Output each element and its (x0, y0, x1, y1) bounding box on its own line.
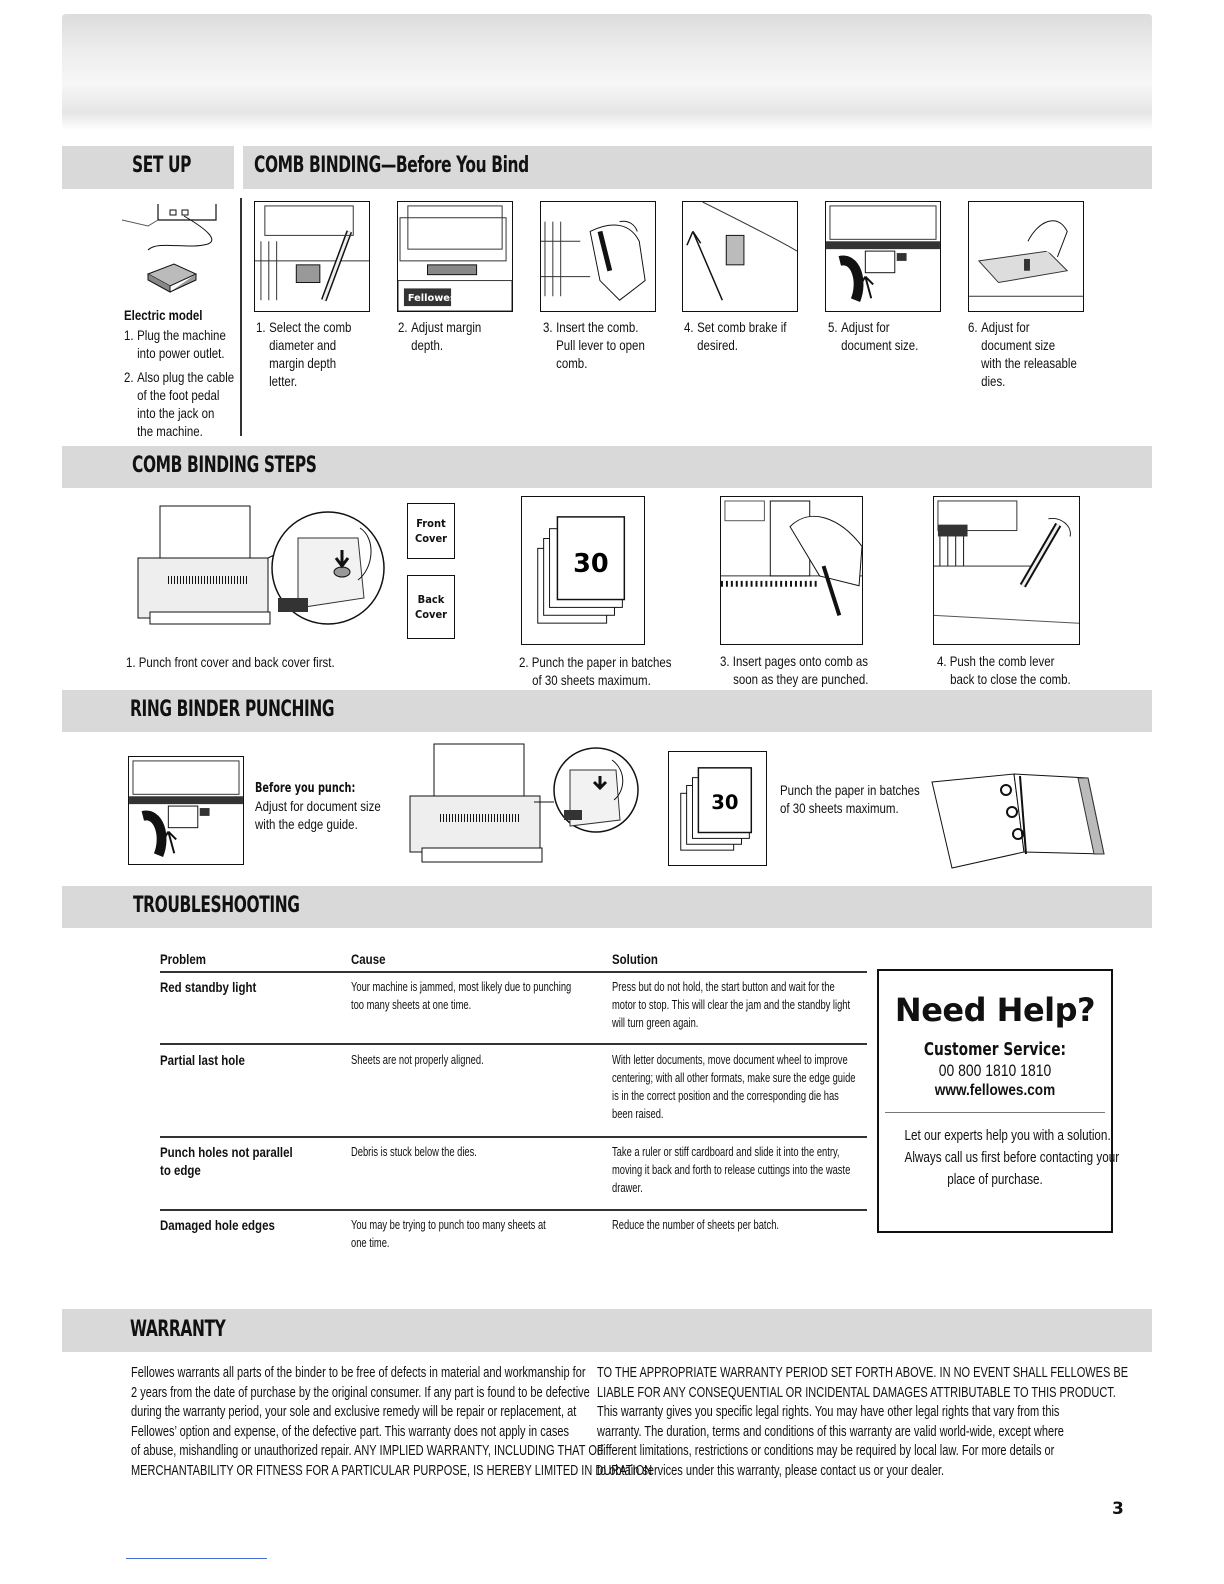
before-bind-step-2: 2. Adjust margin depth. (398, 319, 482, 353)
col-header-solution: Solution (612, 951, 658, 967)
table-row-solution: Reduce the number of sheets per batch. (612, 1217, 780, 1232)
warranty-band (62, 1309, 1152, 1352)
before-bind-figure-6 (968, 201, 1084, 312)
table-row-cause: Your machine is jammed, most likely due to punching too many sheets at one time. (351, 979, 572, 1012)
setup-title: SET UP (132, 153, 192, 178)
table-row-problem: Punch holes not parallel to edge (160, 1144, 293, 1178)
ring-batch-30-box (668, 751, 767, 866)
before-bind-step-3: 3. Insert the comb. Pull lever to open comb. (543, 319, 645, 371)
col-header-cause: Cause (351, 951, 386, 967)
setup-divider (240, 198, 242, 436)
foot-pedal-illustration (118, 200, 222, 304)
before-bind-figure-2 (397, 201, 513, 312)
setup-step-1: 1. Plug the machine into power outlet. (124, 327, 226, 361)
table-row-problem: Red standby light (160, 979, 257, 995)
table-row-cause: You may be trying to punch too many sheets at one time. (351, 1217, 546, 1250)
before-punch-text: Adjust for document size with the edge guide. (255, 798, 381, 832)
warranty-title: WARRANTY (130, 1317, 226, 1342)
ring-binder-document-illustration (928, 768, 1108, 872)
before-bind-step-4: 4. Set comb brake if desired. (684, 319, 787, 353)
binder-machine-illustration (128, 498, 390, 644)
table-rule (160, 1136, 867, 1138)
customer-service-phone: 00 800 1810 1810 (938, 1061, 1052, 1080)
ring-batch-text: Punch the paper in batches of 30 sheets maximum. (780, 782, 920, 816)
table-row-solution: Take a ruler or stiff cardboard and slide it into the entry, moving it back and forth to release cuttings into the waste drawer. (612, 1144, 851, 1195)
page-number: 3 (1112, 1499, 1124, 1519)
front-cover-box: Front Cover (407, 503, 455, 559)
comb-steps-title: COMB BINDING STEPS (132, 453, 317, 478)
fellowes-website-link[interactable]: www.fellowes.com (934, 1082, 1056, 1099)
customer-service-label: Customer Service: (923, 1039, 1067, 1060)
footer-rule (126, 1558, 267, 1559)
table-rule (160, 1043, 867, 1045)
edge-guide-figure (128, 756, 244, 865)
close-comb-figure (933, 496, 1080, 645)
before-bind-step-6: 6. Adjust for document size with the releasable dies. (968, 319, 1077, 389)
table-row-solution: With letter documents, move document wheel to improve centering; with all other formats, make sure the edge guide is in the correct position and the corresponding die has been raised. (612, 1052, 856, 1121)
table-row-cause: Sheets are not properly aligned. (351, 1052, 484, 1067)
table-rule (160, 971, 867, 973)
need-help-box (877, 969, 1120, 1233)
table-row-problem: Damaged hole edges (160, 1217, 275, 1233)
table-rule (160, 1209, 867, 1211)
help-text: Let our experts help you with a solution. Always call us first before contacting your place of purchase. (904, 1127, 1120, 1188)
comb-step-caption-3: 3. Insert pages onto comb as soon as they are punched. (720, 653, 869, 687)
comb-step-caption-2: 2. Punch the paper in batches of 30 sheets maximum. (519, 654, 672, 688)
before-bind-step-1: 1. Select the comb diameter and margin depth letter. (256, 319, 352, 389)
help-divider (885, 1112, 1105, 1113)
troubleshooting-title: TROUBLESHOOTING (133, 893, 300, 918)
need-help-title: Need Help? (894, 991, 1096, 1029)
warranty-text-right: TO THE APPROPRIATE WARRANTY PERIOD SET FORTH ABOVE. IN NO EVENT SHALL FELLOWES BE LIABLE FOR ANY CONSEQUENTIAL OR INCIDENTAL DAMAGES ATTRIBUTABLE TO THIS PRODUCT. This warranty gives you specific legal rights. You may have other legal rights that vary from this warranty. The duration, terms and conditions of this warranty are valid world-wide, except where different limitations, restrictions or conditions may be required by local law. For more details or to obtain services under this warranty, please contact us or your dealer. (597, 1365, 1129, 1479)
col-header-problem: Problem (160, 951, 206, 967)
ring-binder-machine-illustration (404, 740, 666, 878)
before-punch-heading: Before you punch: (255, 780, 356, 796)
comb-step-caption-4: 4. Push the comb lever back to close the comb. (937, 653, 1071, 687)
warranty-text-left: Fellowes warrants all parts of the binder to be free of defects in material and workmanship for 2 years from the date of purchase by the original consumer. If any part is found to be defective during the warranty period, your sole and exclusive remedy will be repair or replacement, at Fellowes’ option and expense, of the defective part. This warranty does not apply in cases of abuse, mishandling or unauthorized repair. ANY IMPLIED WARRANTY, INCLUDING THAT OF MERCHANTABILITY OR FITNESS FOR A PARTICULAR PURPOSE, IS HEREBY LIMITED IN DURATION (131, 1365, 653, 1479)
batch-30-box (521, 496, 645, 645)
comb-step-caption-1: 1. Punch front cover and back cover first. (126, 654, 335, 670)
before-bind-figure-1 (254, 201, 370, 312)
top-header-band (62, 14, 1152, 130)
comb-before-title: COMB BINDING—Before You Bind (254, 153, 529, 178)
fellowes-logo-text: Fellowes (407, 293, 456, 305)
before-bind-figure-5 (825, 201, 941, 312)
table-row-problem: Partial last hole (160, 1052, 245, 1068)
ring-binder-title: RING BINDER PUNCHING (130, 697, 335, 722)
table-row-solution: Press but do not hold, the start button and wait for the motor to stop. This will clear the jam and the standby light will turn green again. (612, 979, 851, 1030)
batch-number: 30 (573, 548, 609, 579)
before-bind-figure-3 (540, 201, 656, 312)
table-row-cause: Debris is stuck below the dies. (351, 1144, 477, 1159)
back-cover-box: Back Cover (407, 575, 455, 639)
ring-batch-number: 30 (711, 790, 739, 814)
setup-model-label: Electric model (124, 307, 203, 323)
insert-pages-figure (720, 496, 863, 645)
before-bind-figure-4 (682, 201, 798, 312)
setup-step-2: 2. Also plug the cable of the foot pedal into the jack on the machine. (124, 369, 235, 439)
before-bind-step-5: 5. Adjust for document size. (828, 319, 919, 353)
